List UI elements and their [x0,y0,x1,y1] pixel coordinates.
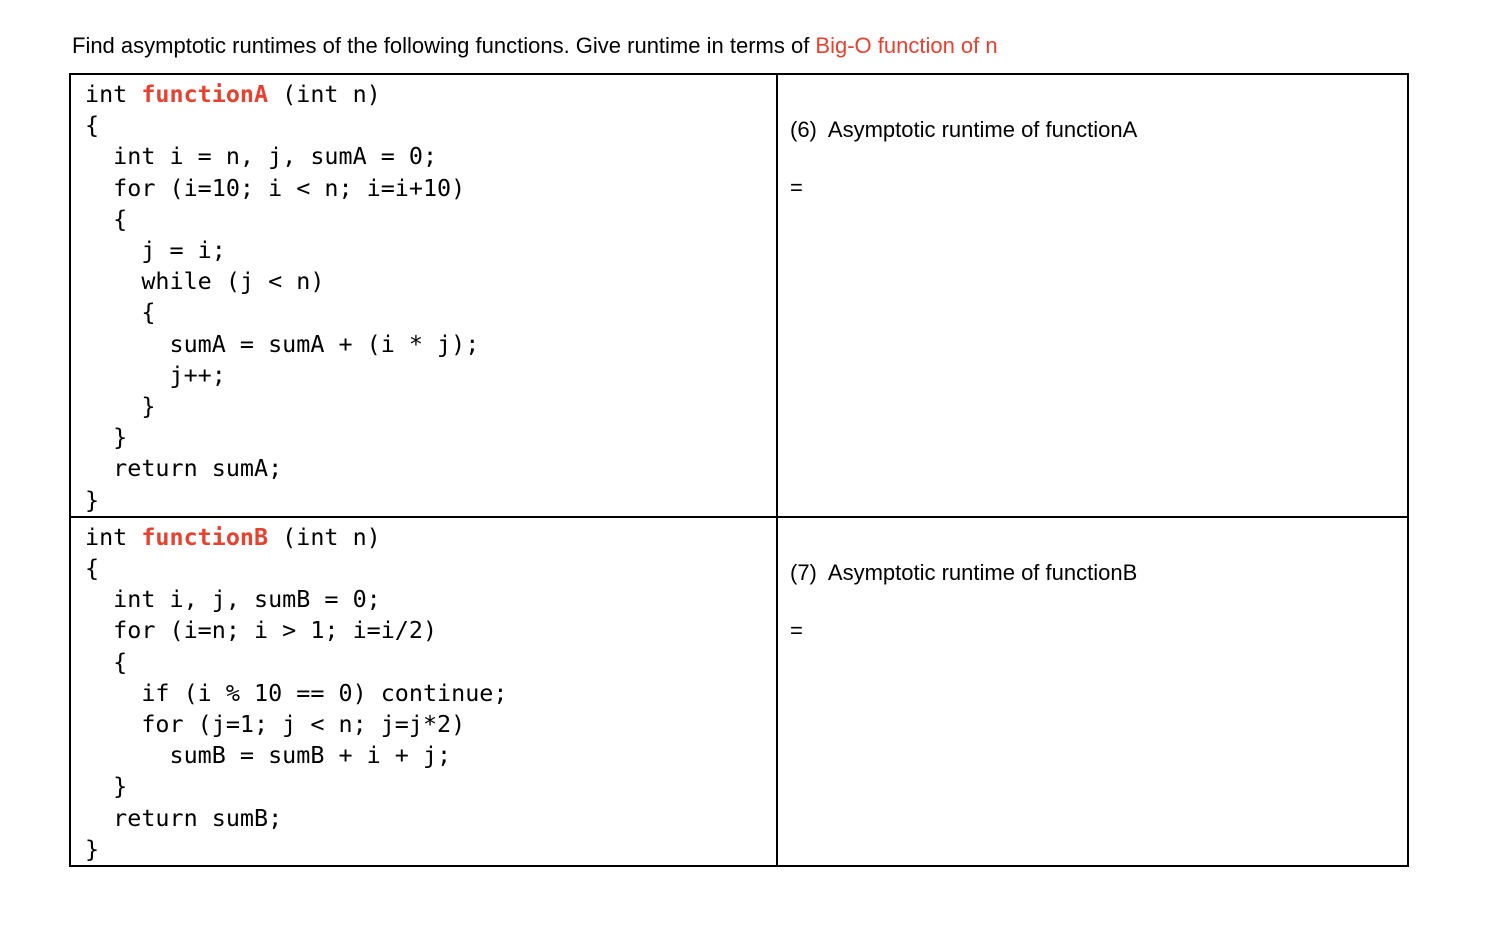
answer-equals-a: = [790,175,803,200]
question-table [69,73,1409,867]
answer-label-b: (7) Asymptotic runtime of functionB [790,559,1138,585]
code-body-a: { int i = n, j, sumA = 0; for (i=10; i < n; i=i+10) { j = i; while (j < n) { sumA = sumA + (i * j); j++; } } return sumA; } [85,111,480,514]
code-head-b: int [85,522,142,551]
function-name-a: functionA [141,80,269,108]
code-tail-b: (int n) [268,522,381,551]
code-body-b: { int i, j, sumB = 0; for (i=n; i > 1; i=i/2) { if (i % 10 == 0) continue; for (j=1; j < n; j=j*2) sumB = sumB + i + j; } return sumB; } [85,554,508,863]
code-cell-b [70,517,777,866]
code-head-a: int [85,80,142,108]
question-row-b [70,517,1408,866]
instruction-highlight: Big-O function of n [815,33,998,58]
answer-equals-b: = [790,617,803,643]
code-tail-a: (int n) [268,80,381,108]
code-block-a [71,75,776,516]
function-name-b: functionB [141,522,269,551]
question-row-a [70,74,1408,517]
code-block-b [71,518,776,865]
instruction-main: Find asymptotic runtimes of the following functions. Give runtime in terms of [72,33,816,58]
code-cell-a [70,74,777,517]
answer-cell-a[interactable] [777,74,1408,517]
answer-label-a: (6) Asymptotic runtime of functionA [790,117,1138,142]
answer-cell-b[interactable] [777,517,1408,866]
instruction-text [72,33,998,59]
